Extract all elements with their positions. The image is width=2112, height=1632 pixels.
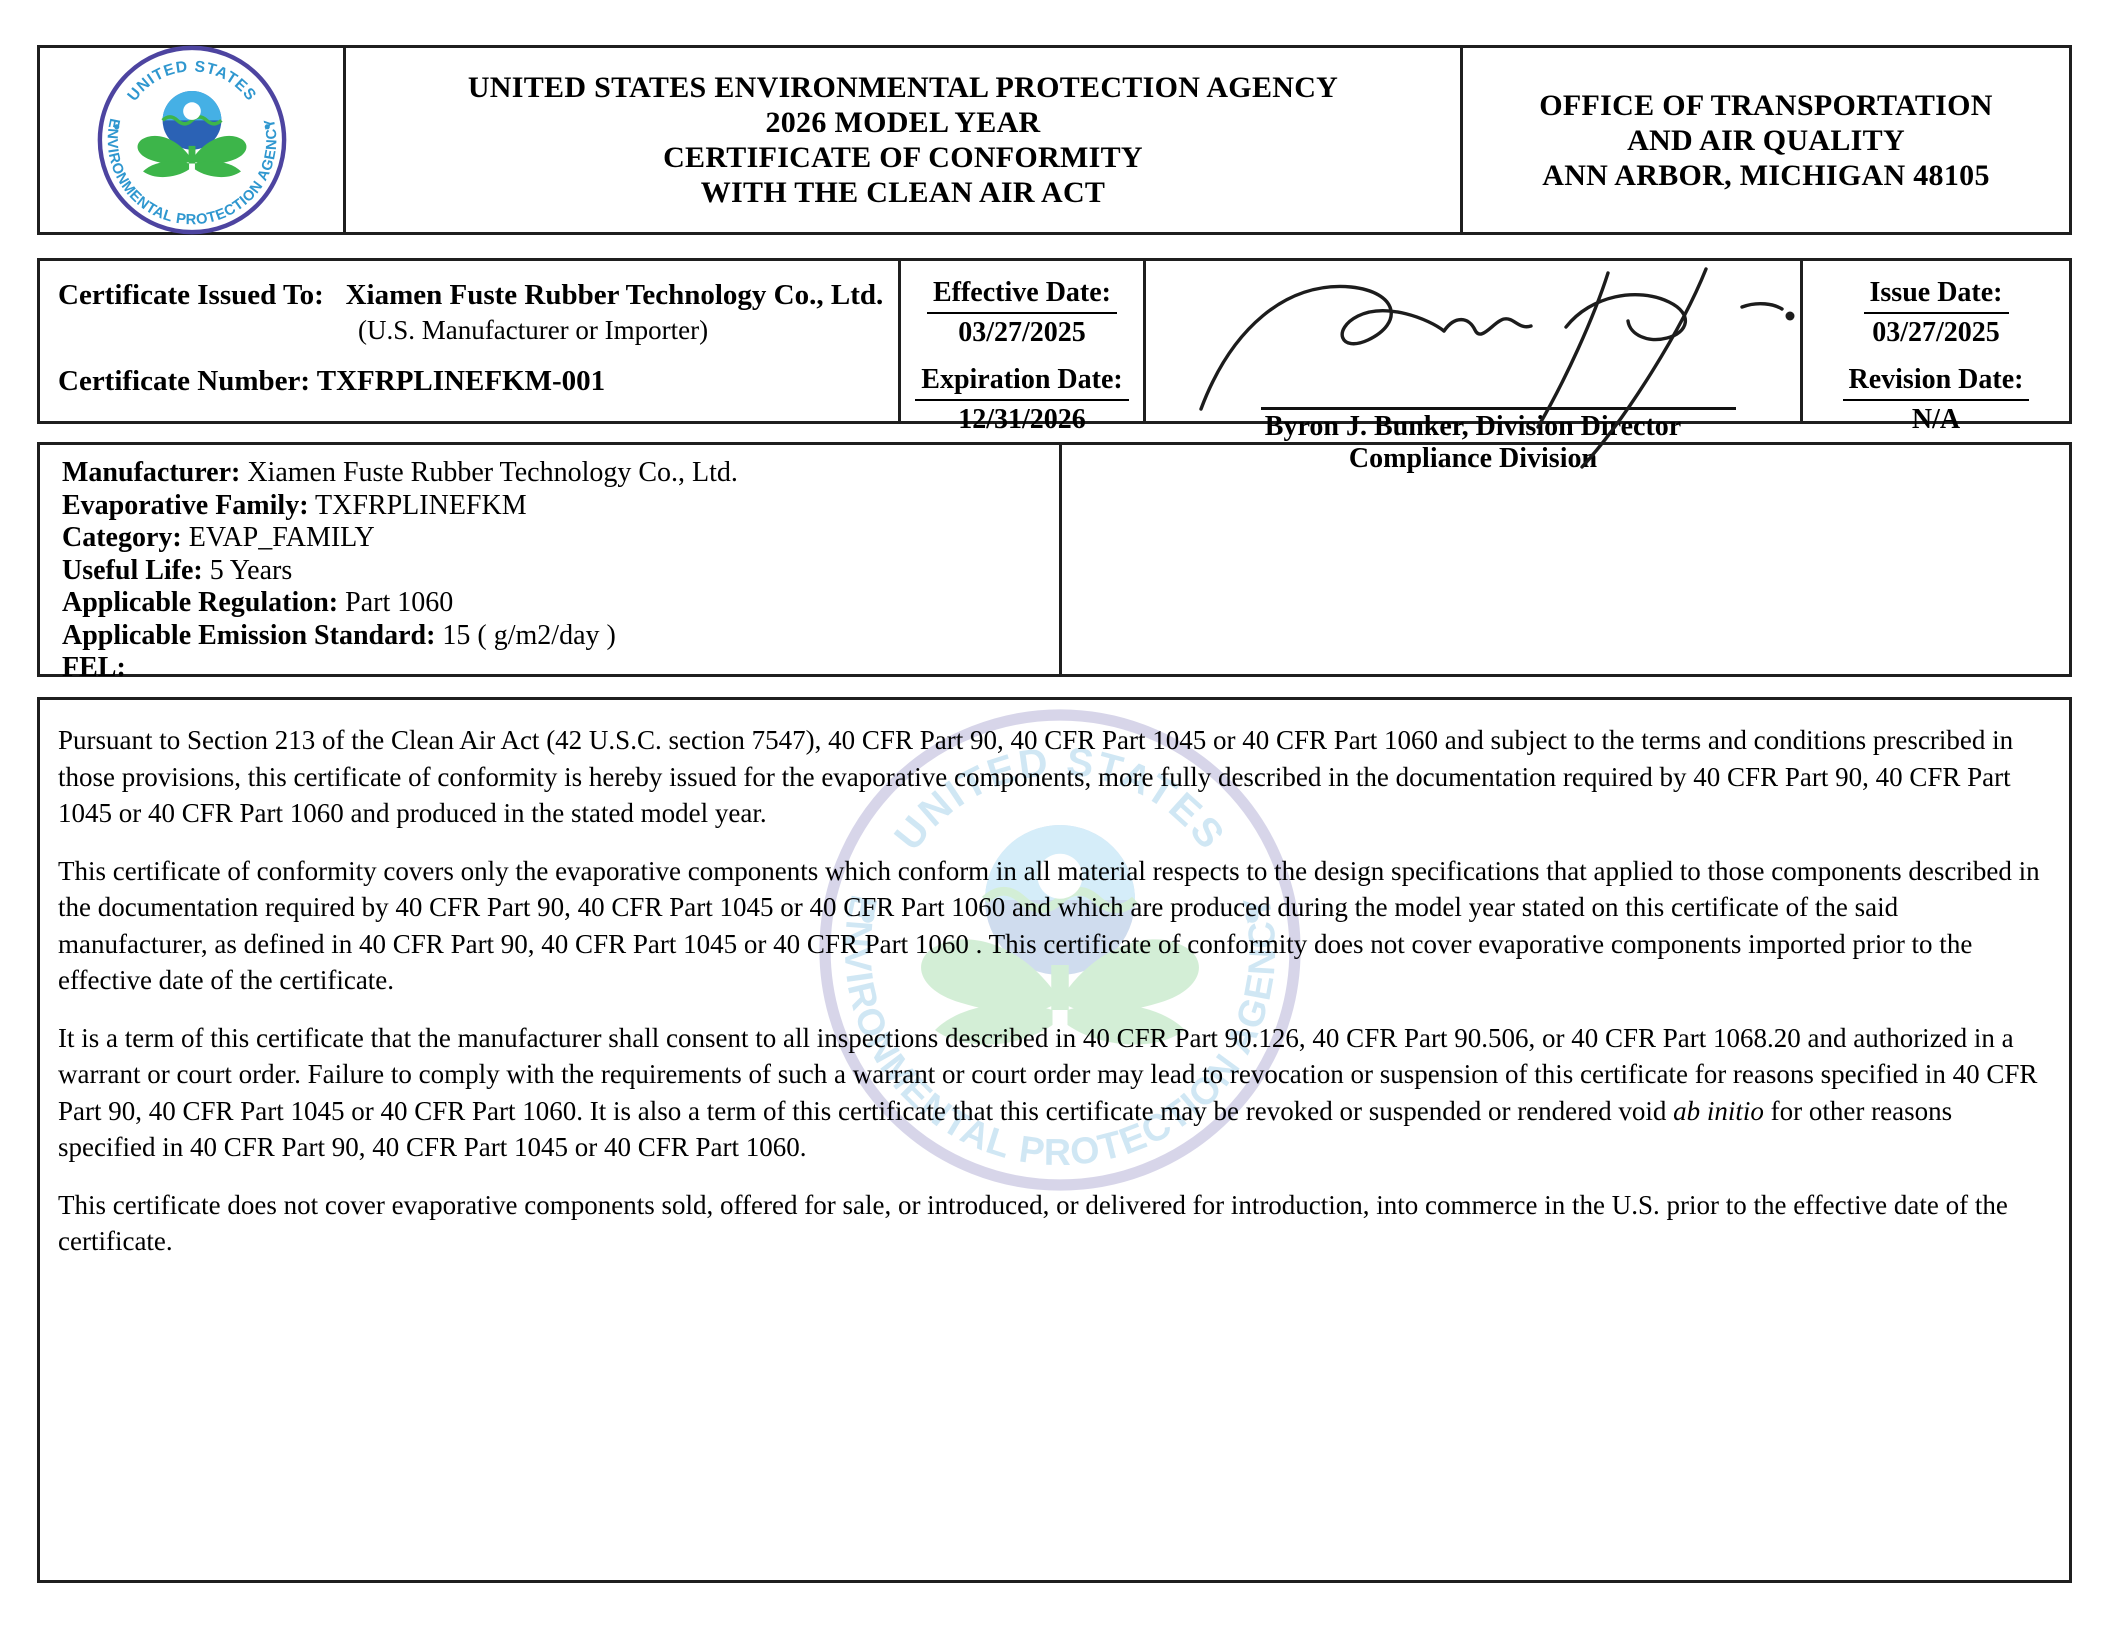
legal-paragraph-4: This certificate does not cover evaporative components sold, offered for sale, or introduced, or delivered for introduction, into commerce in the U.S. prior to the effective date of the certificate. (58, 1189, 2008, 1256)
epa-seal-icon (94, 42, 290, 238)
legal-paragraph-2: This certificate of conformity covers only the evaporative components which conform in all material respects to the design specifications that applied to those components described in the documentation required by 40 CFR Part 90, 40 CFR Part 1045 or 40 CFR Part 1060 and which are produced during the model year stated on this certificate of the said manufacturer, as defined in 40 CFR Part 90, 40 CFR Part 1045 or 40 CFR Part 1060 . This certificate of conformity does not cover evaporative components imported prior to the effective date of the certificate. (58, 855, 2040, 995)
detail-label: Useful Life: (62, 554, 203, 586)
signer-division: Compliance Division (1348, 443, 1598, 474)
detail-row (62, 555, 1059, 588)
effective-date-value: 03/27/2025 (958, 317, 1086, 348)
header-logo-cell (40, 48, 343, 232)
details-box (37, 442, 2072, 683)
detail-label: Evaporative Family: (62, 489, 309, 521)
detail-value: 5 Years (209, 554, 293, 586)
detail-row (62, 620, 1059, 653)
header-title-line: CERTIFICATE OF CONFORMITY (663, 141, 1143, 174)
revision-date-value: N/A (1911, 404, 1961, 435)
header-title-line: 2026 MODEL YEAR (765, 106, 1041, 139)
office-line: OFFICE OF TRANSPORTATION (1539, 88, 1993, 122)
detail-row (62, 457, 1059, 490)
detail-row (62, 490, 1059, 523)
detail-label: FEL: (62, 652, 126, 683)
detail-label: Applicable Regulation: (62, 587, 339, 618)
effective-date-label: Effective Date: (927, 277, 1117, 314)
issued-to-label: Certificate Issued To: (58, 279, 324, 311)
issue-dates-cell (1800, 261, 2069, 435)
signature-line (1261, 407, 1736, 410)
certificate-row-box (37, 258, 2072, 474)
detail-row (62, 587, 1059, 620)
signer-name: Byron J. Bunker, Division Director (1264, 411, 1682, 442)
office-line: ANN ARBOR, MICHIGAN 48105 (1542, 158, 1990, 192)
header-title-line: UNITED STATES ENVIRONMENTAL PROTECTION AGENCY (467, 71, 1339, 104)
detail-label: Category: (62, 522, 182, 553)
detail-value: EVAP_FAMILY (188, 522, 375, 553)
detail-value: 15 ( g/m2/day ) (442, 619, 616, 651)
detail-value: Part 1060 (345, 587, 454, 618)
legal-paragraph-3 (58, 1020, 2049, 1166)
detail-value: Xiamen Fuste Rubber Technology Co., Ltd. (247, 457, 738, 488)
detail-row (62, 522, 1059, 555)
issued-to-subnote: (U.S. Manufacturer or Importer) (358, 315, 709, 345)
details-empty-cell (1059, 445, 2069, 674)
detail-row (62, 652, 1059, 685)
header-title-line: WITH THE CLEAN AIR ACT (700, 176, 1106, 209)
certificate-number-value: TXFRPLINEFKM-001 (316, 365, 606, 397)
detail-value: TXFRPLINEFKM (315, 489, 527, 521)
header-box (37, 45, 2072, 235)
legal-paragraph-1: Pursuant to Section 213 of the Clean Air Act (42 U.S.C. section 7547), 40 CFR Part 90, 40 CFR Part 1045 or 40 CFR Part 1060 and subject to the terms and conditions prescribed in those provisions, this certificate of conformity is hereby issued for the evaporative components, more fully described in the documentation required by 40 CFR Part 90, 40 CFR Part 1045 or 40 CFR Part 1060 and produced in the stated model year. (58, 725, 2014, 828)
legal-paragraph-3-text: It is a term of this certificate that the manufacturer shall consent to all inspections described in 40 CFR Part 90.126, 40 CFR Part 90.506, or 40 CFR Part 1068.20 and authorized in a warrant or court order. Failure to comply with the requirements of such a warrant or court order may lead to revocation or suspension of this certificate for reasons specified in 40 CFR Part 90, 40 CFR Part 1045 or 40 CFR Part 1060. It is also a term of this certificate that this certificate may be revoked or suspended or rendered void (58, 1022, 2038, 1126)
detail-label: Applicable Emission Standard: (62, 619, 436, 651)
legal-text-box (37, 697, 2072, 1583)
issued-to-value: Xiamen Fuste Rubber Technology Co., Ltd. (345, 279, 884, 311)
details-list (40, 445, 1059, 683)
detail-label: Manufacturer: (62, 457, 241, 488)
header-title-cell (343, 48, 1460, 232)
ab-initio-italic: ab initio (1673, 1095, 1764, 1126)
revision-date-label: Revision Date: (1843, 364, 2030, 401)
expiration-date-value: 12/31/2026 (958, 404, 1086, 435)
issue-date-label: Issue Date: (1864, 277, 2009, 314)
effective-dates-cell (898, 261, 1143, 435)
issued-to-cell (40, 261, 898, 421)
office-line: AND AIR QUALITY (1627, 123, 1905, 157)
certificate-number-label: Certificate Number: (58, 365, 311, 397)
signature-cell (1143, 261, 1800, 474)
issue-date-value: 03/27/2025 (1872, 317, 2000, 348)
legal-paragraph-3-tail: for other reasons specified in 40 CFR Part 90, 40 CFR Part 1045 or 40 CFR Part 1060. (58, 1095, 1953, 1162)
expiration-date-label: Expiration Date: (915, 364, 1128, 401)
header-office-cell (1460, 48, 2069, 232)
